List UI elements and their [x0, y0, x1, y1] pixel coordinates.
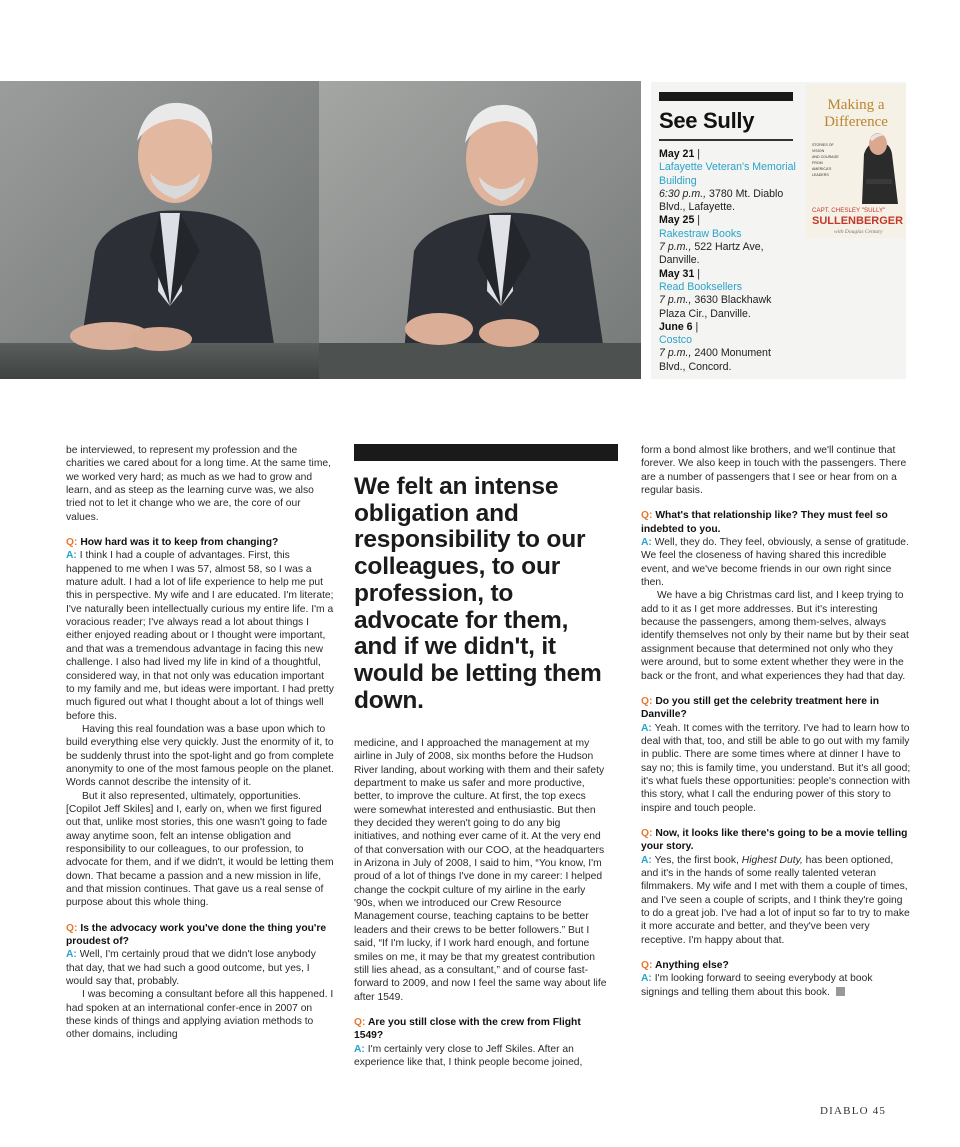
answer-marker: A: [641, 854, 652, 866]
answer-marker: A: [66, 550, 77, 562]
interview-answer [354, 1043, 608, 1070]
event-address: 3780 Mt. Diablo Blvd., Lafayette. [659, 187, 784, 214]
event-sidebar [651, 82, 906, 379]
interview-question [354, 1016, 608, 1043]
event-venue: Costco [659, 334, 692, 347]
interview-answer [641, 536, 913, 589]
pullquote-bar [354, 444, 618, 461]
answer-text: I'm looking forward to seeing everybody at book signings and telling them about this book. [641, 973, 873, 998]
interview-question [66, 536, 334, 549]
body-paragraph: Having this real foundation was a base upon which to build everything else very quickly. Just the enormity of it, to be suddenly thrust into the spot-light and go from complete anonymity to one of the most famous people on the planet. Words cannot describe the intensity of it. [66, 723, 334, 789]
body-paragraph: be interviewed, to represent my profession and the charities we cared about for a long time. At the same time, we worked very hard; as much as we had to grow and learn, and as steep as the learning curve was, we also tried not to let it change who we are, the core of our values. [66, 445, 331, 523]
book-author-line2: SULLENBERGER [812, 215, 904, 227]
answer-marker: A: [641, 537, 652, 549]
question-marker: Q: [641, 510, 653, 522]
event-address: 3630 Blackhawk Plaza Cir., Danville. [659, 294, 772, 320]
book-subtitle-line: VISION [812, 149, 825, 153]
event-item [659, 148, 797, 214]
question-marker: Q: [354, 1016, 366, 1028]
question-marker: Q: [66, 922, 78, 934]
event-separator: | [694, 148, 701, 160]
event-item [659, 214, 797, 267]
event-venue: Lafayette Veteran's Memorial Building [659, 161, 796, 187]
interview-answer [641, 854, 913, 947]
event-date: May 31 [659, 267, 695, 280]
answer-marker: A: [641, 973, 652, 985]
event-separator: | [694, 214, 701, 227]
book-subtitle-line: AND COURAGE [812, 155, 839, 159]
event-time: 7 p.m., [659, 347, 692, 360]
interview-question [641, 827, 913, 854]
body-paragraph: But it also represented, ultimately, opportunities. [Copilot Jeff Skiles] and I, early on, when we first figured out that, unlike most stories, this one wasn't going to fade away anytime soon, felt an intense obligation and responsibility to our colleagues, to our profession, to advocate for them, and if we didn't, it would be letting them down. That became a passion and a new mission in life, and that mission continues. That gave us a real sense of purpose about this whole thing. [66, 790, 334, 909]
body-paragraph: form a bond almost like brothers, and we'll continue that forever. We also keep in touch with the passengers. There are a number of passengers that I see or hear from on a regular basis. [641, 445, 907, 497]
book-subtitle-line: AMERICA'S [812, 167, 832, 171]
book-author-line1: CAPT. CHESLEY "SULLY" [812, 207, 886, 214]
question-marker: Q: [641, 695, 653, 707]
event-item [659, 268, 797, 321]
event-item [659, 321, 797, 374]
question-text: Anything else? [654, 960, 729, 972]
book-subtitle-line: FROM [812, 161, 823, 165]
book-subtitle-line: STORIES OF [812, 143, 834, 147]
event-address: 2400 Monument Blvd., Concord. [659, 347, 771, 373]
sidebar-header-bar [659, 92, 793, 101]
answer-text: Well, they do. They feel, obviously, a sense of gratitude. We feel the closeness of having shared this incredible event, and we've become friends in our own right since then. [641, 537, 909, 589]
event-time: 6:30 p.m., [659, 187, 707, 200]
book-title-line2: Difference [824, 114, 888, 130]
event-date: June 6 [659, 320, 693, 333]
article-column-3 [641, 444, 913, 999]
question-text: Is the advocacy work you've done the thing you're proudest of? [66, 922, 327, 948]
event-address: 522 Hartz Ave, Danville. [659, 241, 764, 267]
pull-quote: We felt an intense obligation and responsibility to our colleagues, to our profession, to advocate for them, and if we didn't, it would be letting them down. [354, 473, 602, 714]
question-text: Are you still close with the crew from Flight 1549? [354, 1016, 581, 1042]
answer-text: I think I had a couple of advantages. First, this happened to me when I was 57, almost 58, so I was a mature adult. I had a lot of life experience to help me put this in perspective. My wife and I are educated. I'm literate; I've naturally been intellectually curious my entire life. I'm a voracious reader; I've always read a lot about things I either enjoyed reading about or I thought were important, and that was a tremendous advantage in facing this new challenge. I also had lived my life in kind of a thoughtful, considered way, in that not only was education important to my family and me, but ideas were important. I had pretty much figured out what I thought about a lot of things well before this. [66, 550, 334, 722]
event-separator: | [694, 267, 701, 280]
answer-text-pre: Yes, the first book, [654, 854, 742, 866]
article-column-2 [354, 737, 608, 1069]
answer-text: Well, I'm certainly proud that we didn't lose anybody that day, that we had such a good outcome, but yes, I would say that, probably. [66, 949, 316, 988]
interview-answer [641, 972, 913, 999]
body-paragraph: We have a big Christmas card list, and I keep trying to add to it as I get more addresses. But it's interesting because the passengers, among them-selves, always identify themselves not only by their name but by their seat assignment because that determined not only who they were around, but to some extent whether they were in the back or the front, and what experiences they had that day. [641, 590, 909, 682]
event-date: May 25 [659, 214, 695, 227]
event-list [659, 148, 797, 374]
sidebar-title: See Sully [659, 108, 755, 133]
interview-question [641, 959, 913, 972]
question-text: How hard was it to keep from changing? [80, 537, 279, 549]
article-column-1 [66, 444, 334, 1042]
answer-text: Yeah. It comes with the territory. I've had to learn how to deal with that, too, and still be able to go out with my family in public. There are some times where at dinner I have to say no; this is family time, you understand. But it's all good; it's what fuels these opportunities: people's connection with this story, what I call the enduring power of this story to inspire and touch people. [641, 722, 911, 814]
page-folio: DIABLO 45 [820, 1105, 887, 1117]
event-date: May 21 [659, 148, 695, 160]
book-cover-image [806, 84, 906, 238]
end-mark-icon [836, 987, 845, 996]
question-marker: Q: [641, 960, 653, 972]
answer-marker: A: [354, 1043, 365, 1055]
book-title-line1: Making a [827, 97, 885, 113]
question-marker: Q: [66, 537, 78, 549]
body-paragraph: medicine, and I approached the management at my airline in July of 2008, six months before the Hudson River landing, about working with them and their safety department to make us safer and more productive, better, to improve the culture. At first, the top execs were somewhat interested and enthusiastic. But then they decided they weren't going to do any big initiatives, and nothing ever came of it. At the very end of that conversation with our COO, at the headquarters in Arizona in July of 2008, I said to him, “You know, I'm proud of a lot of things I've done in my career: I helped change the cockpit culture of my airline in the early '90s, when we introduced our Crew Resource Management course, teaching captains to be better leaders and their crews to be better followers.” But I said, “If I'm lucky, if I work hard enough, and fortune smiles on me, it may be that my greatest contribution still lies ahead, as a consultant,” and of course fast-forward to 2009, and now I feel the same way about life after 1549. [354, 738, 607, 1003]
event-time: 7 p.m., [659, 241, 692, 254]
sidebar-title-rule [659, 139, 793, 141]
book-coauthor: with Douglas Century [834, 229, 883, 235]
portrait-photo-left [0, 81, 319, 379]
question-text: Now, it looks like there's going to be a movie telling your story. [641, 827, 908, 853]
portrait-photo-right [319, 81, 641, 379]
interview-question [641, 695, 913, 722]
body-paragraph: I was becoming a consultant before all this happened. I had spoken at an international confer-ence in 2007 on these kinds of things and applying aviation methods to other domains, including [66, 989, 334, 1041]
book-title-italic: Highest Duty, [741, 854, 803, 866]
question-marker: Q: [641, 827, 653, 839]
answer-text-post: has been optioned, and it's in the hands of some really talented veteran filmmakers. My wife and I met with them a couple of times, and I've seen a couple of scripts, and I think they're going to do a great job. I've had a lot of input so far to try to make it more accurate and better, and they've been very receptive. I'm happy about that. [641, 854, 910, 946]
event-time: 7 p.m., [659, 294, 692, 307]
answer-text: I'm certainly very close to Jeff Skiles. After an experience like that, I think people become joined, [354, 1043, 583, 1068]
book-subtitle-line: LEADERS [812, 173, 829, 177]
interview-question [641, 509, 913, 536]
question-text: Do you still get the celebrity treatment here in Danville? [641, 695, 880, 721]
event-venue: Read Booksellers [659, 280, 743, 293]
answer-marker: A: [641, 722, 652, 734]
interview-answer [641, 722, 913, 815]
interview-question [66, 922, 334, 949]
interview-answer [66, 948, 334, 988]
event-separator: | [692, 320, 699, 333]
question-text: What's that relationship like? They must feel so indebted to you. [641, 510, 888, 535]
interview-answer [66, 549, 334, 722]
event-venue: Rakestraw Books [659, 227, 742, 240]
answer-marker: A: [66, 949, 77, 961]
